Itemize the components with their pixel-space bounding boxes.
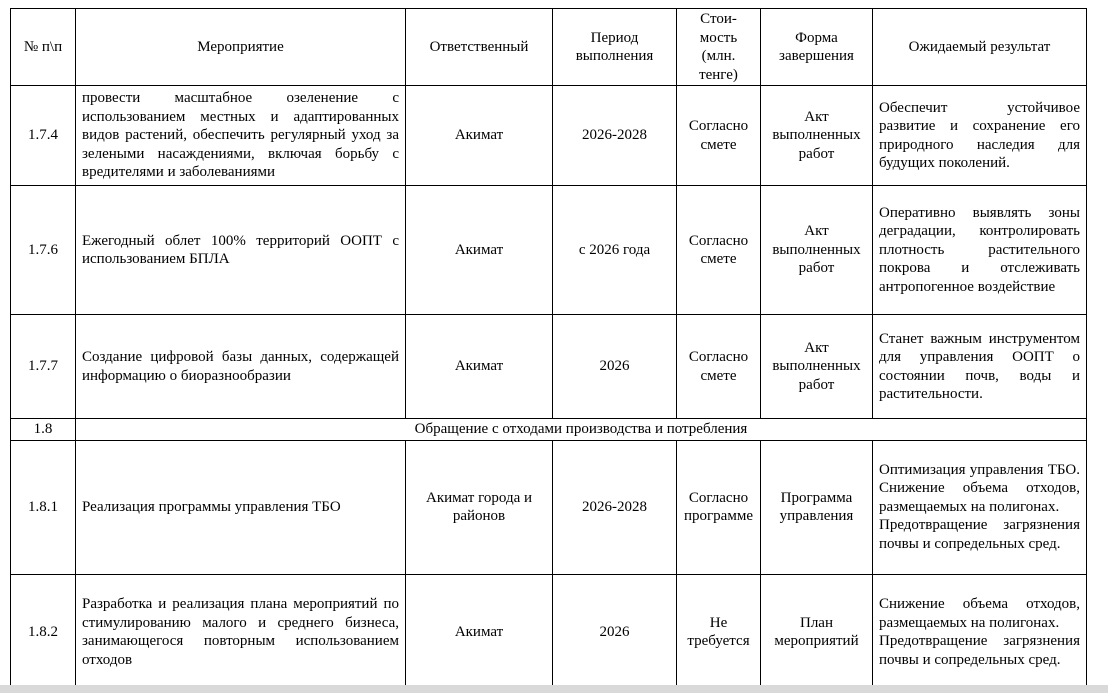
row-cost: Согласно смете (677, 86, 761, 186)
row-cost: Согласно программе (677, 440, 761, 574)
row-responsible: Акимат города и районов (406, 440, 553, 574)
row-cost: Согласно смете (677, 315, 761, 419)
row-result: Оперативно выявлять зоны деградации, контролировать плотность растительного покрова и отслеживать антропогенное воздействие (873, 186, 1087, 315)
row-cost: Не требуется (677, 574, 761, 690)
row-event: провести масштабное озеленение с использованием местных и адаптированных видов растений, обеспечить регулярный уход за зелеными насаждениями, включая борьбу с вредителями и заболеваниями (76, 86, 406, 186)
row-period: 2026-2028 (553, 86, 677, 186)
row-form: Программа управления (761, 440, 873, 574)
row-period: с 2026 года (553, 186, 677, 315)
header-row (11, 9, 1087, 86)
row-form: Акт выполненных работ (761, 186, 873, 315)
row-responsible: Акимат (406, 574, 553, 690)
row-result (873, 440, 1087, 574)
col-header-cost: Стои-мость (млн. тенге) (677, 9, 761, 86)
row-form: Акт выполненных работ (761, 86, 873, 186)
section-row (11, 419, 1087, 441)
row-period: 2026 (553, 574, 677, 690)
section-num: 1.8 (11, 419, 76, 441)
table-row (11, 574, 1087, 690)
table-row (11, 186, 1087, 315)
col-header-responsible: Ответственный (406, 9, 553, 86)
row-num: 1.7.4 (11, 86, 76, 186)
col-header-form: Форма завершения (761, 9, 873, 86)
row-num: 1.7.6 (11, 186, 76, 315)
row-responsible: Акимат (406, 315, 553, 419)
row-form: Акт выполненных работ (761, 315, 873, 419)
table-row (11, 86, 1087, 186)
col-header-result: Ожидаемый результат (873, 9, 1087, 86)
result-line: Снижение объема отходов, размещаемых на полигонах. (879, 596, 1080, 631)
row-event: Реализация программы управления ТБО (76, 440, 406, 574)
page-bottom-edge (0, 685, 1108, 693)
row-result: Обеспечит устойчивое развитие и сохранение его природного наследия для будущих поколений. (873, 86, 1087, 186)
row-responsible: Акимат (406, 186, 553, 315)
col-header-num: № п\п (11, 9, 76, 86)
row-responsible: Акимат (406, 86, 553, 186)
action-plan-table (10, 8, 1087, 691)
row-result (873, 574, 1087, 690)
row-event: Создание цифровой базы данных, содержащей информацию о биоразнообразии (76, 315, 406, 419)
row-num: 1.7.7 (11, 315, 76, 419)
col-header-event: Мероприятие (76, 9, 406, 86)
result-line: Предотвращение загрязнения почвы и сопредельных сред. (879, 633, 1080, 668)
row-event: Ежегодный облет 100% территорий ООПТ с использованием БПЛА (76, 186, 406, 315)
row-period: 2026 (553, 315, 677, 419)
row-cost: Согласно смете (677, 186, 761, 315)
section-title: Обращение с отходами производства и потребления (76, 419, 1087, 441)
row-result: Станет важным инструментом для управления ООПТ о состоянии почв, воды и растительности. (873, 315, 1087, 419)
row-form: План мероприятий (761, 574, 873, 690)
row-num: 1.8.2 (11, 574, 76, 690)
result-line: Предотвращение загрязнения почвы и сопредельных сред. (879, 517, 1080, 552)
table-row (11, 315, 1087, 419)
row-period: 2026-2028 (553, 440, 677, 574)
row-num: 1.8.1 (11, 440, 76, 574)
col-header-period: Период выполнения (553, 9, 677, 86)
table-row (11, 440, 1087, 574)
result-line: Оптимизация управления ТБО. Снижение объема отходов, размещаемых на полигонах. (879, 461, 1080, 515)
row-event: Разработка и реализация плана мероприятий по стимулированию малого и среднего бизнеса, занимающегося повторным использованием отходов (76, 574, 406, 690)
